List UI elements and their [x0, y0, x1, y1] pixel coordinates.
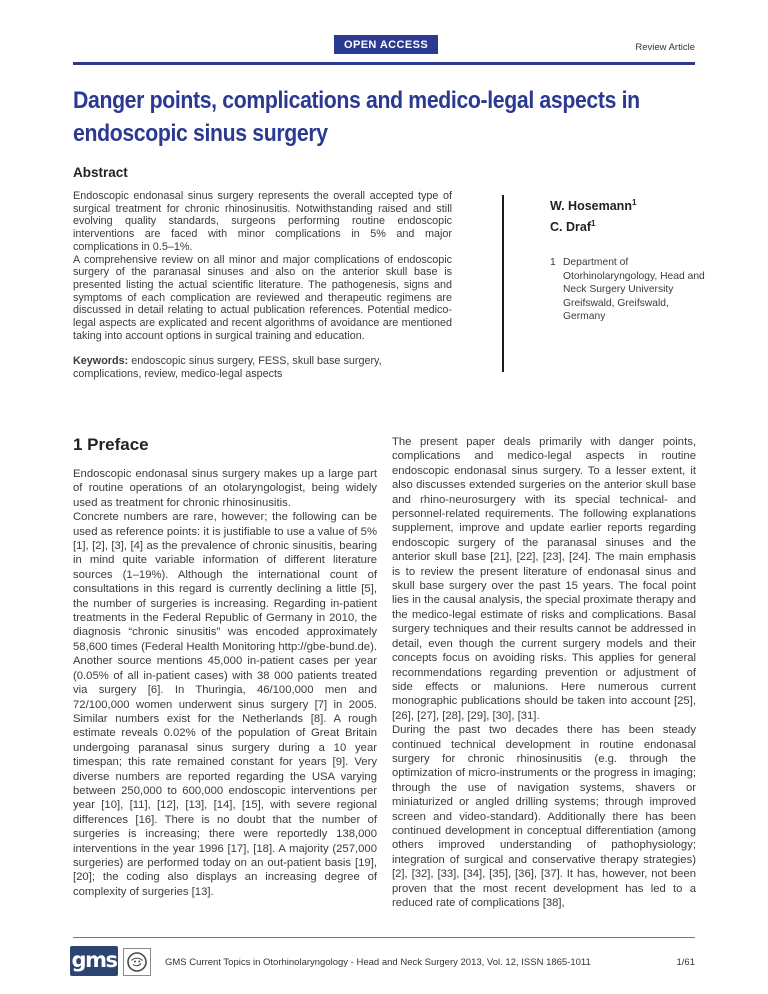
gms-emblem-icon	[123, 948, 151, 976]
title-block	[73, 84, 696, 150]
affiliations-list	[550, 256, 705, 323]
abstract-heading: Abstract	[73, 165, 128, 180]
keywords-label: Keywords:	[73, 355, 129, 368]
author-affiliation-ref: 1	[631, 198, 637, 207]
author-name	[550, 194, 705, 215]
authors-block	[550, 194, 705, 323]
right-column	[392, 435, 696, 910]
body-paragraph: During the past two decades there has been steady continued technical development in routine endonasal surgery for chronic rhinosinusitis (e.g. through the optimization of micro-instruments or the progress in imaging; through the use of navigation systems, shavers or miniaturized or angled drilling systems; through improved screen and video-standard). Additionally there has been continued development in conceptual differentiation (among others improved understanding of pathophysiology; integration of surgical and conservative therapy strategies) [2], [32], [33], [34], [35], [36], [37]. It has, however, not been proven that the most recent development has led to a reduced rate of complications [38],	[392, 724, 696, 909]
body-paragraph: Endoscopic endonasal sinus surgery makes up a large part of routine operations of an otolaryngologist, being widely used as treatment for chronic rhinosinusitis.	[73, 468, 377, 509]
author-name-text: W. Hosemann	[550, 199, 632, 214]
gms-logo	[70, 946, 118, 976]
header-divider	[73, 62, 695, 65]
body-paragraph: Concrete numbers are rare, however; the following can be used as reference points: it is justifiable to use a value of 5% [1], [2], [3], [4] as the prevalence of chronic sinusitis, bearing in mind quite variable information of different literature sources (1–19%). Although the international count of consultations in this regard is currently declining a little [5], the number of surgeries is increasing. Regarding in-patient treatments in the Federal Republic of Germany in 2010, the diagnosis “chronic sinusitis” was encoded approximately 58,600 times (Federal Health Monitoring http://gbe-bund.de). Another source mentions 45,000 in-patient cases per year (0.05% of all in-patient cases) with 38 000 patients treated via surgery [6]. In Thuringia, 46/100,000 men and 72/100,000 women underwent sinus surgery [7] in 2005. Similar numbers exist for the Netherlands [8]. A rough estimate reveals 0.02% of the population of Great Britain undergoing paranasal sinus surgery during a 10 year timespan; this rate remained constant for years [9]. Very diverse numbers are reported regarding the USA varying between 250,000 to 600,000 endoscopic interventions per year [10], [11], [12], [13], [14], [15], with severe regional differences [16]. There is no doubt that the number of surgeries is increasing; there were reportedly 138,000 interventions in the year 1996 [17], [18]. A majority (257,000 surgeries) are performed today on an out-patient basis [19], [20]; the coding also displays an increasing degree of complexity of surgeries [13].	[73, 511, 377, 898]
left-column	[73, 435, 377, 910]
gms-logo-text: gms	[71, 947, 117, 972]
author-separator-line	[502, 195, 504, 372]
body-paragraph: The present paper deals primarily with danger points, complications and medico-legal aspects in routine endoscopic endonasal sinus surgery. To a lesser extent, it also discusses extended surgeries on the anterior skull base and rhino-neurosurgery with its special technical- and personnel-related requirements. The following explanations supplement, improve and update earlier reports regarding endoscopic surgery of the paranasal sinuses and the anterior skull base [21], [22], [23], [24]. The main emphasis is to review the present literature of endonasal sinus and skull base surgery over the past 15 years. The focal point lies in the causal analysis, the special proximate therapy and the medico-legal estimate of risks and complications. Basal surgery techniques and their results cannot be addressed in detail, even though the current surgery models and their concepts focus on avoiding risks. This applies for general recommendations regarding prevention or adjustment of side effects or malunions. Here numerous current monographic publications should be taken into account [25], [26], [27], [28], [29], [30], [31].	[392, 436, 696, 722]
affiliation-text: Department of Otorhinolaryngology, Head and Neck Surgery University Greifswald, Greifswald, Germany	[563, 257, 705, 322]
author-name-text: C. Draf	[550, 220, 591, 235]
abstract-paragraph: Endoscopic endonasal sinus surgery represents the overall accepted type of surgical treatment for chronic rhinosinusitis. Notwithstanding raised and still evolving quality standards, surgeons performing routine endoscopic interventions are faced with minor complications in 5% and major complications in 0.5–1%.	[73, 190, 452, 253]
abstract-text	[73, 190, 452, 381]
keywords-text: endoscopic sinus surgery, FESS, skull base surgery, complications, review, medico-legal aspects	[73, 355, 382, 381]
section-heading-preface: 1 Preface	[73, 435, 149, 454]
affiliation-item	[550, 256, 705, 323]
article-type-label: Review Article	[635, 42, 695, 53]
gms-emblem-graphic	[125, 950, 149, 974]
footer-page-number: 1/61	[676, 957, 695, 968]
author-name	[550, 215, 705, 236]
page-title: Danger points, complications and medico-legal aspects in endoscopic sinus surgery	[73, 87, 640, 147]
open-access-badge: OPEN ACCESS	[334, 35, 438, 54]
two-column-body	[73, 435, 696, 910]
footer-journal-line: GMS Current Topics in Otorhinolaryngology - Head and Neck Surgery 2013, Vol. 12, ISSN 1865-1011	[165, 957, 591, 968]
affiliation-number: 1	[550, 257, 556, 269]
author-affiliation-ref: 1	[590, 219, 596, 229]
keywords-line	[73, 355, 452, 380]
footer-divider	[73, 937, 695, 938]
abstract-paragraph: A comprehensive review on all minor and major complications of endoscopic surgery of the paranasal sinuses and also on the anterior skull base is presented listing the actual scientific literature. The pathogenesis, signs and symptoms of each complication are reviewed and therapeutic regimens are discussed in detail relating to actual publication references. Potential medico-legal aspects are explicated and recent algorithms of avoidance are mentioned taking into account options in surgical training and education.	[73, 253, 452, 342]
